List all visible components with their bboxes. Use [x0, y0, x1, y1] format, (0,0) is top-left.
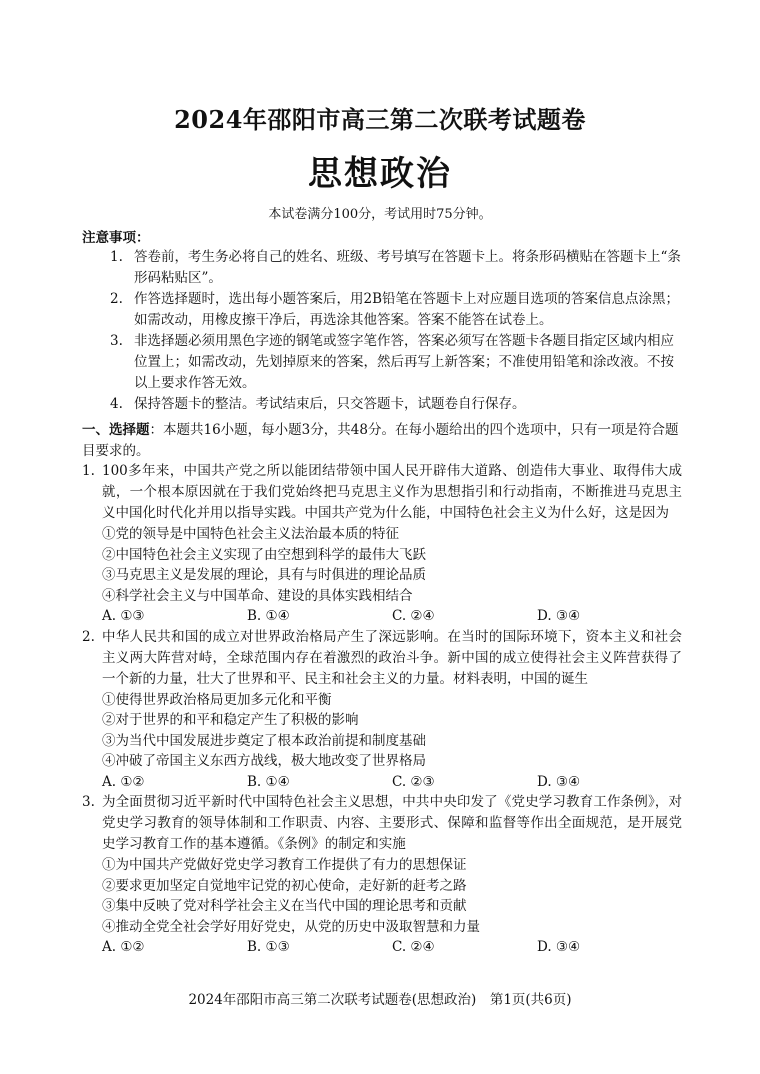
statement-option: ②对于世界的和平和稳定产生了积极的影响 [102, 712, 359, 728]
answer-choice: D. ③④ [537, 608, 581, 624]
exam-info: 本试卷满分100分，考试用时75分钟。 [268, 207, 492, 222]
question [82, 792, 682, 958]
answer-choice: B. ①④ [247, 773, 290, 790]
notice-item-text: 作答选择题时，选出每小题答案后，用2B铅笔在答题卡上对应题目选项的答案信息点涂黑；如需改动，用橡皮擦干净后，再选涂其他答案。答案不能答在试卷上。 [134, 291, 680, 328]
answer-choice: D. ③④ [537, 773, 581, 790]
section-label: 一、选择题 [82, 422, 150, 438]
notice-item-text: 保持答题卡的整洁。考试结束后，只交答题卡，试题卷自行保存。 [134, 396, 526, 412]
answer-choice: C. ②④ [392, 608, 435, 624]
statement-option: ④冲破了帝国主义东西方战线，极大地改变了世界格局 [102, 753, 426, 769]
statement-option: ②中国特色社会主义实现了由空想到科学的最伟大飞跃 [102, 546, 426, 563]
answer-choices [102, 772, 682, 793]
statement-option: ③集中反映了党对科学社会主义在当代中国的理论思考和贡献 [102, 898, 467, 914]
question-number: 1. [82, 463, 95, 479]
answer-choice: A. ①③ [102, 608, 145, 624]
notice-item [110, 394, 682, 415]
subject-title: 思想政治 [308, 154, 452, 194]
statement-option: ③马克思主义是发展的理论，具有与时俱进的理论品质 [102, 567, 426, 583]
notice-item-number: 1. [110, 249, 123, 265]
statement-option: ③为当代中国发展进步奠定了根本政治前提和制度基础 [102, 732, 426, 749]
notice-item [110, 247, 682, 289]
notice-item-number: 2. [110, 291, 123, 307]
question-number: 3. [82, 794, 95, 810]
statement-option: ①为中国共产党做好党史学习教育工作提供了有力的思想保证 [102, 857, 467, 873]
notice-item [110, 289, 682, 331]
page-footer: 2024年邵阳市高三第二次联考试题卷(思想政治) 第1页(共6页) [188, 992, 572, 1008]
answer-choices [102, 937, 682, 958]
question-number: 2. [82, 628, 95, 645]
question [82, 627, 682, 793]
statement-option: ①党的领导是中国特色社会主义法治最本质的特征 [102, 526, 399, 542]
question-stem: 为全面贯彻习近平新时代中国特色社会主义思想，中共中央印发了《党史学习教育工作条例》，对党史学习教育的领导体制和工作职责、内容、主要形式、保障和监督等作出全面规范，是开展党史学习教育工作的基本遵循。《条例》的制定和实施 [102, 794, 682, 852]
section-instructions: ：本题共16小题，每小题3分，共48分。在每小题给出的四个选项中，只有一项是符合题目要求的。 [82, 422, 679, 459]
statement-option: ④科学社会主义与中国革命、建设的具体实践相结合 [102, 587, 413, 604]
notice-item [110, 331, 682, 394]
answer-choice: B. ①③ [247, 939, 290, 955]
notice-item-text: 非选择题必须用黑色字迹的钢笔或签字笔作答，答案必须写在答题卡各题目指定区域内相应位置上；如需改动，先划掉原来的答案，然后再写上新答案；不准使用铅笔和涂改液。不按以上要求作答无效。 [134, 333, 674, 391]
notice-title: 注意事项： [82, 230, 150, 246]
statement-option: ①使得世界政治格局更加多元化和平衡 [102, 691, 332, 708]
section-header [82, 420, 682, 462]
answer-choice: C. ②④ [392, 939, 435, 955]
answer-choice: D. ③④ [537, 939, 581, 955]
exam-title: 2024年邵阳市高三第二次联考试题卷 [174, 105, 586, 134]
question-stem: 中华人民共和国的成立对世界政治格局产生了深远影响。在当时的国际环境下，资本主义和社会主义两大阵营对峙，全球范围内存在着激烈的政治斗争。新中国的成立使得社会主义阵营获得了一个新的力量，壮大了世界和平、民主和社会主义的力量。材料表明，中国的诞生 [102, 628, 682, 687]
notice-item-number: 3. [110, 333, 123, 349]
statement-option: ④推动全党全社会学好用好党史，从党的历史中汲取智慧和力量 [102, 918, 480, 935]
question [82, 461, 682, 627]
answer-choice: C. ②③ [392, 773, 435, 790]
notice-item-text: 答卷前，考生务必将自己的姓名、班级、考号填写在答题卡上。将条形码横贴在答题卡上“条形码粘贴区”。 [134, 249, 681, 286]
answer-choice: A. ①② [102, 773, 145, 790]
answer-choice: B. ①④ [247, 608, 290, 624]
question-list [82, 461, 682, 958]
notice-block [82, 226, 682, 415]
question-stem: 100多年来，中国共产党之所以能团结带领中国人民开辟伟大道路、创造伟大事业、取得伟大成就，一个根本原因就在于我们党始终把马克思主义作为思想指引和行动指南，不断推进马克思主义中国化时代化并用以指导实践。中国共产党为什么能，中国特色社会主义为什么好，这是因为 [102, 463, 682, 521]
answer-choices [102, 606, 682, 627]
statement-option: ②要求更加坚定自觉地牢记党的初心使命，走好新的赶考之路 [102, 877, 467, 894]
answer-choice: A. ①② [102, 939, 145, 955]
notice-item-number: 4. [110, 396, 123, 412]
